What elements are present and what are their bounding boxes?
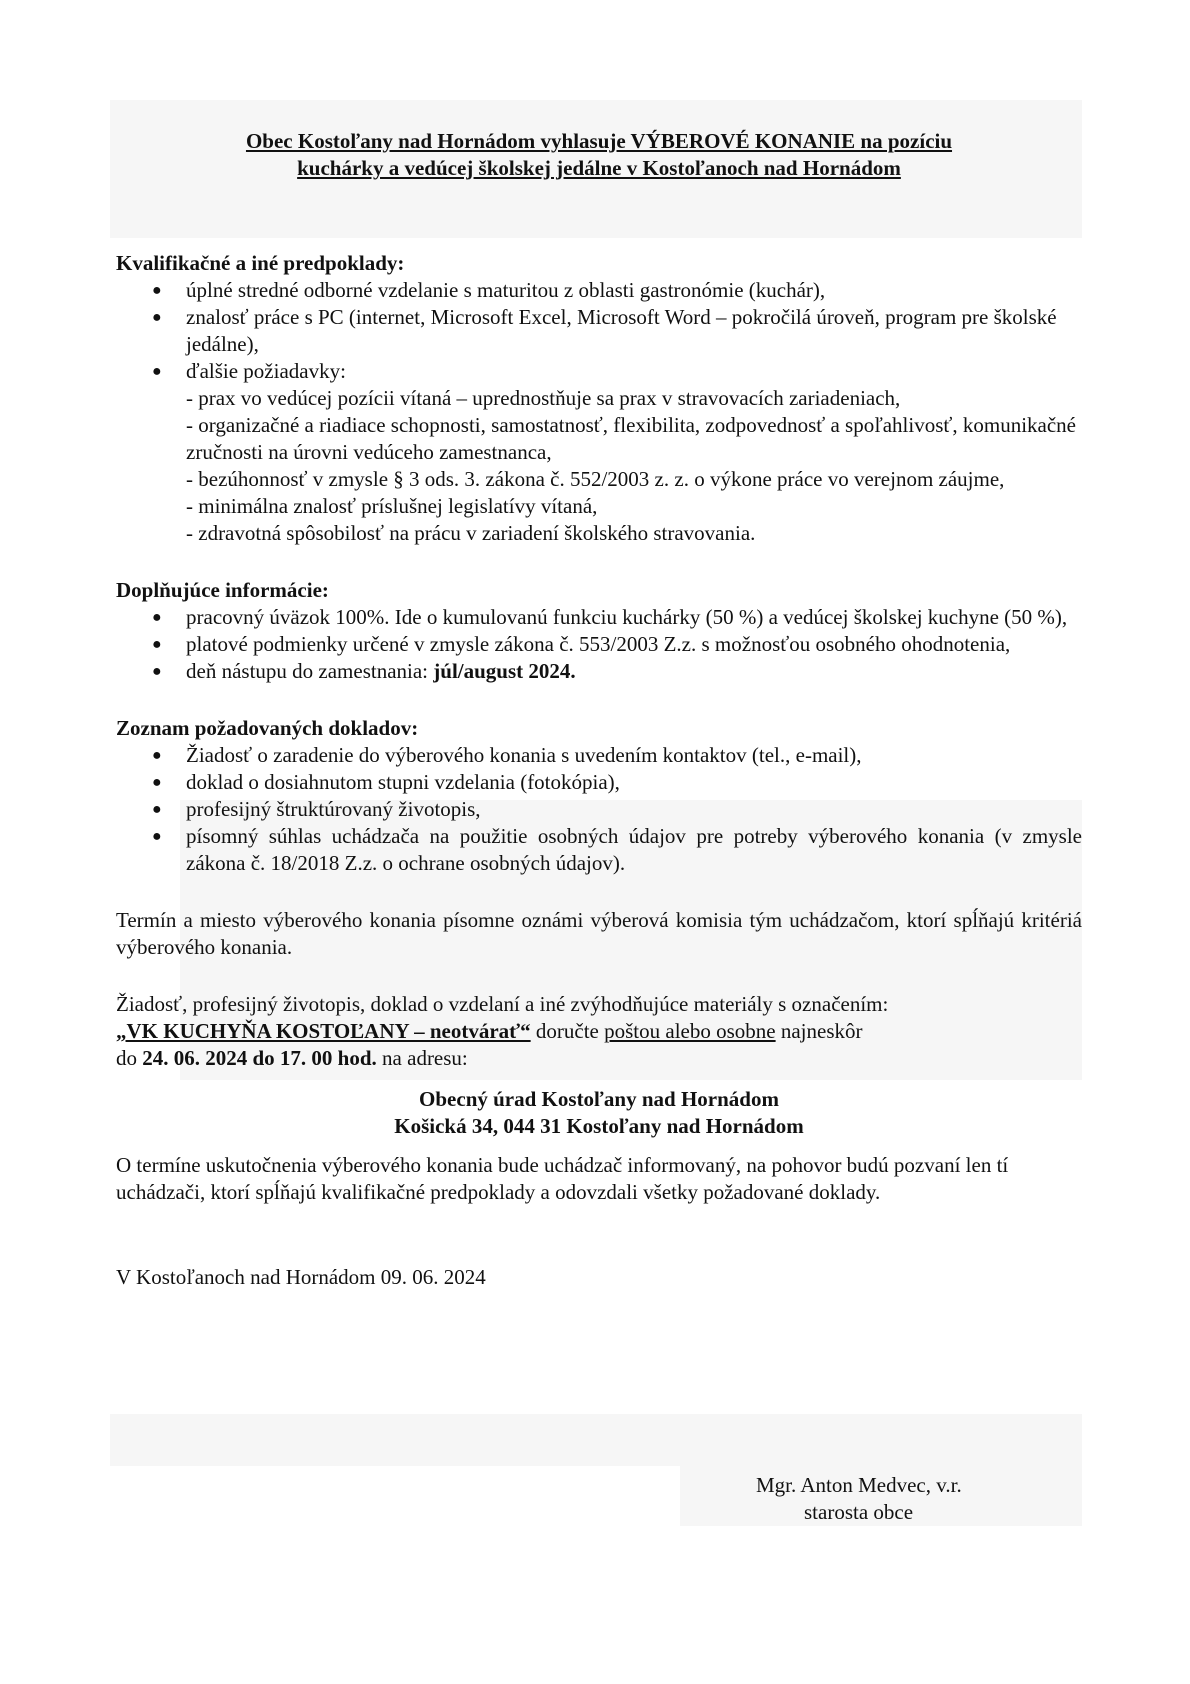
title-line-2: kuchárky a vedúcej školskej jedálne v Kostoľanoch nad Hornádom <box>297 156 901 180</box>
list-item-text: úplné stredné odborné vzdelanie s maturitou z oblasti gastronómie (kuchár), <box>186 278 826 302</box>
list-item <box>116 304 1082 358</box>
submission-after: najneskôr <box>775 1019 863 1043</box>
bullet-icon: ● <box>152 774 162 791</box>
bullet-icon: ● <box>152 363 162 380</box>
submission-line-3 <box>116 1045 1082 1072</box>
list-item <box>116 823 1082 877</box>
deadline-prefix: do <box>116 1046 143 1070</box>
list-item <box>116 358 1082 547</box>
address-block <box>116 1086 1082 1140</box>
list-item-text: písomný súhlas uchádzača na použitie osobných údajov pre potreby výberového konania (v zmysle zákona č. 18/2018 Z.z. o ochrane osobných údajov). <box>186 824 1082 875</box>
submission-paragraph <box>116 991 1082 1072</box>
documents-list <box>116 742 1082 877</box>
additional-section <box>116 577 1082 685</box>
list-item <box>116 796 1082 823</box>
bullet-icon: ● <box>152 309 162 326</box>
qualifications-heading: Kvalifikačné a iné predpoklady: <box>116 251 405 275</box>
submission-line-2 <box>116 1018 1082 1045</box>
sub-item: - minimálna znalosť príslušnej legislatívy vítaná, <box>186 494 598 518</box>
list-item-text: pracovný úväzok 100%. Ide o kumulovanú funkciu kuchárky (50 %) a vedúcej školskej kuchyne (50 %), <box>186 605 1068 629</box>
documents-heading: Zoznam požadovaných dokladov: <box>116 716 419 740</box>
start-date: júl/august 2024. <box>433 659 576 683</box>
address-line-1: Obecný úrad Kostoľany nad Hornádom <box>419 1087 779 1111</box>
bullet-icon: ● <box>152 747 162 764</box>
sub-item: - prax vo vedúcej pozícii vítaná – uprednostňuje sa prax v stravovacích zariadeniach, <box>186 386 901 410</box>
scan-shade-footer <box>110 1414 1082 1466</box>
bullet-icon: ● <box>152 636 162 653</box>
list-item-text: platové podmienky určené v zmysle zákona č. 553/2003 Z.z. s možnosťou osobného ohodnotenia, <box>186 632 1011 656</box>
start-prefix: deň nástupu do zamestnania: <box>186 659 434 683</box>
list-item-text: ďalšie požiadavky: <box>186 359 346 383</box>
additional-list <box>116 604 1082 685</box>
sub-item: - zdravotná spôsobilosť na prácu v zariadení školského stravovania. <box>186 521 756 545</box>
submission-method: poštou alebo osobne <box>604 1019 776 1043</box>
list-item-text: profesijný štruktúrovaný životopis, <box>186 797 481 821</box>
address-line-2: Košická 34, 044 31 Kostoľany nad Hornádom <box>394 1114 804 1138</box>
list-item <box>116 277 1082 304</box>
bullet-icon: ● <box>152 801 162 818</box>
qualifications-section <box>116 250 1082 547</box>
list-item <box>116 769 1082 796</box>
signature-block <box>756 1472 1056 1526</box>
documents-section <box>116 715 1082 877</box>
bullet-icon: ● <box>152 282 162 299</box>
bullet-icon: ● <box>152 828 162 845</box>
sub-item: - bezúhonnosť v zmysle § 3 ods. 3. zákona č. 552/2003 z. z. o výkone práce vo verejnom záujme, <box>186 467 1005 491</box>
envelope-label: „VK KUCHYŇA KOSTOĽANY – neotvárať“ <box>116 1019 531 1043</box>
signature-name: Mgr. Anton Medvec, v.r. <box>756 1473 962 1497</box>
list-item-text: znalosť práce s PC (internet, Microsoft Excel, Microsoft Word – pokročilá úroveň, program pre školské jedálne), <box>186 305 1057 356</box>
list-item <box>116 604 1082 631</box>
list-item <box>116 631 1082 658</box>
list-item-text: doklad o dosiahnutom stupni vzdelania (fotokópia), <box>186 770 620 794</box>
list-item <box>116 742 1082 769</box>
notice-paragraph: Termín a miesto výberového konania písomne oznámi výberová komisia tým uchádzačom, ktorí spĺňajú kritériá výberového konania. <box>116 908 1082 959</box>
submission-line-1: Žiadosť, profesijný životopis, doklad o vzdelaní a iné zvýhodňujúce materiály s označením: <box>116 992 889 1016</box>
document-page <box>116 100 1082 1291</box>
signature-role: starosta obce <box>804 1500 914 1524</box>
qualifications-list <box>116 277 1082 547</box>
list-item-text: Žiadosť o zaradenie do výberového konania s uvedením kontaktov (tel., e-mail), <box>186 743 862 767</box>
bullet-icon: ● <box>152 663 162 680</box>
title-line-1: Obec Kostoľany nad Hornádom vyhlasuje VÝBEROVÉ KONANIE na pozíciu <box>245 129 953 153</box>
deadline: 24. 06. 2024 do 17. 00 hod. <box>142 1046 377 1070</box>
info-paragraph: O termíne uskutočnenia výberového konania bude uchádzač informovaný, na pohovor budú pozvaní len tí uchádzači, ktorí spĺňajú kvalifikačné predpoklady a odovzdali všetky požadované doklady. <box>116 1153 1009 1204</box>
list-item <box>116 658 1082 685</box>
place-date: V Kostoľanoch nad Hornádom 09. 06. 2024 <box>116 1265 486 1289</box>
sub-item: - organizačné a riadiace schopnosti, samostatnosť, flexibilita, zodpovednosť a spoľahlivosť, komunikačné zručnosti na úrovni vedúceho zamestnanca, <box>186 413 1076 464</box>
submission-mid: doručte <box>530 1019 605 1043</box>
bullet-icon: ● <box>152 609 162 626</box>
additional-heading: Doplňujúce informácie: <box>116 578 329 602</box>
document-title <box>116 128 1082 182</box>
deadline-suffix: na adresu: <box>376 1046 468 1070</box>
